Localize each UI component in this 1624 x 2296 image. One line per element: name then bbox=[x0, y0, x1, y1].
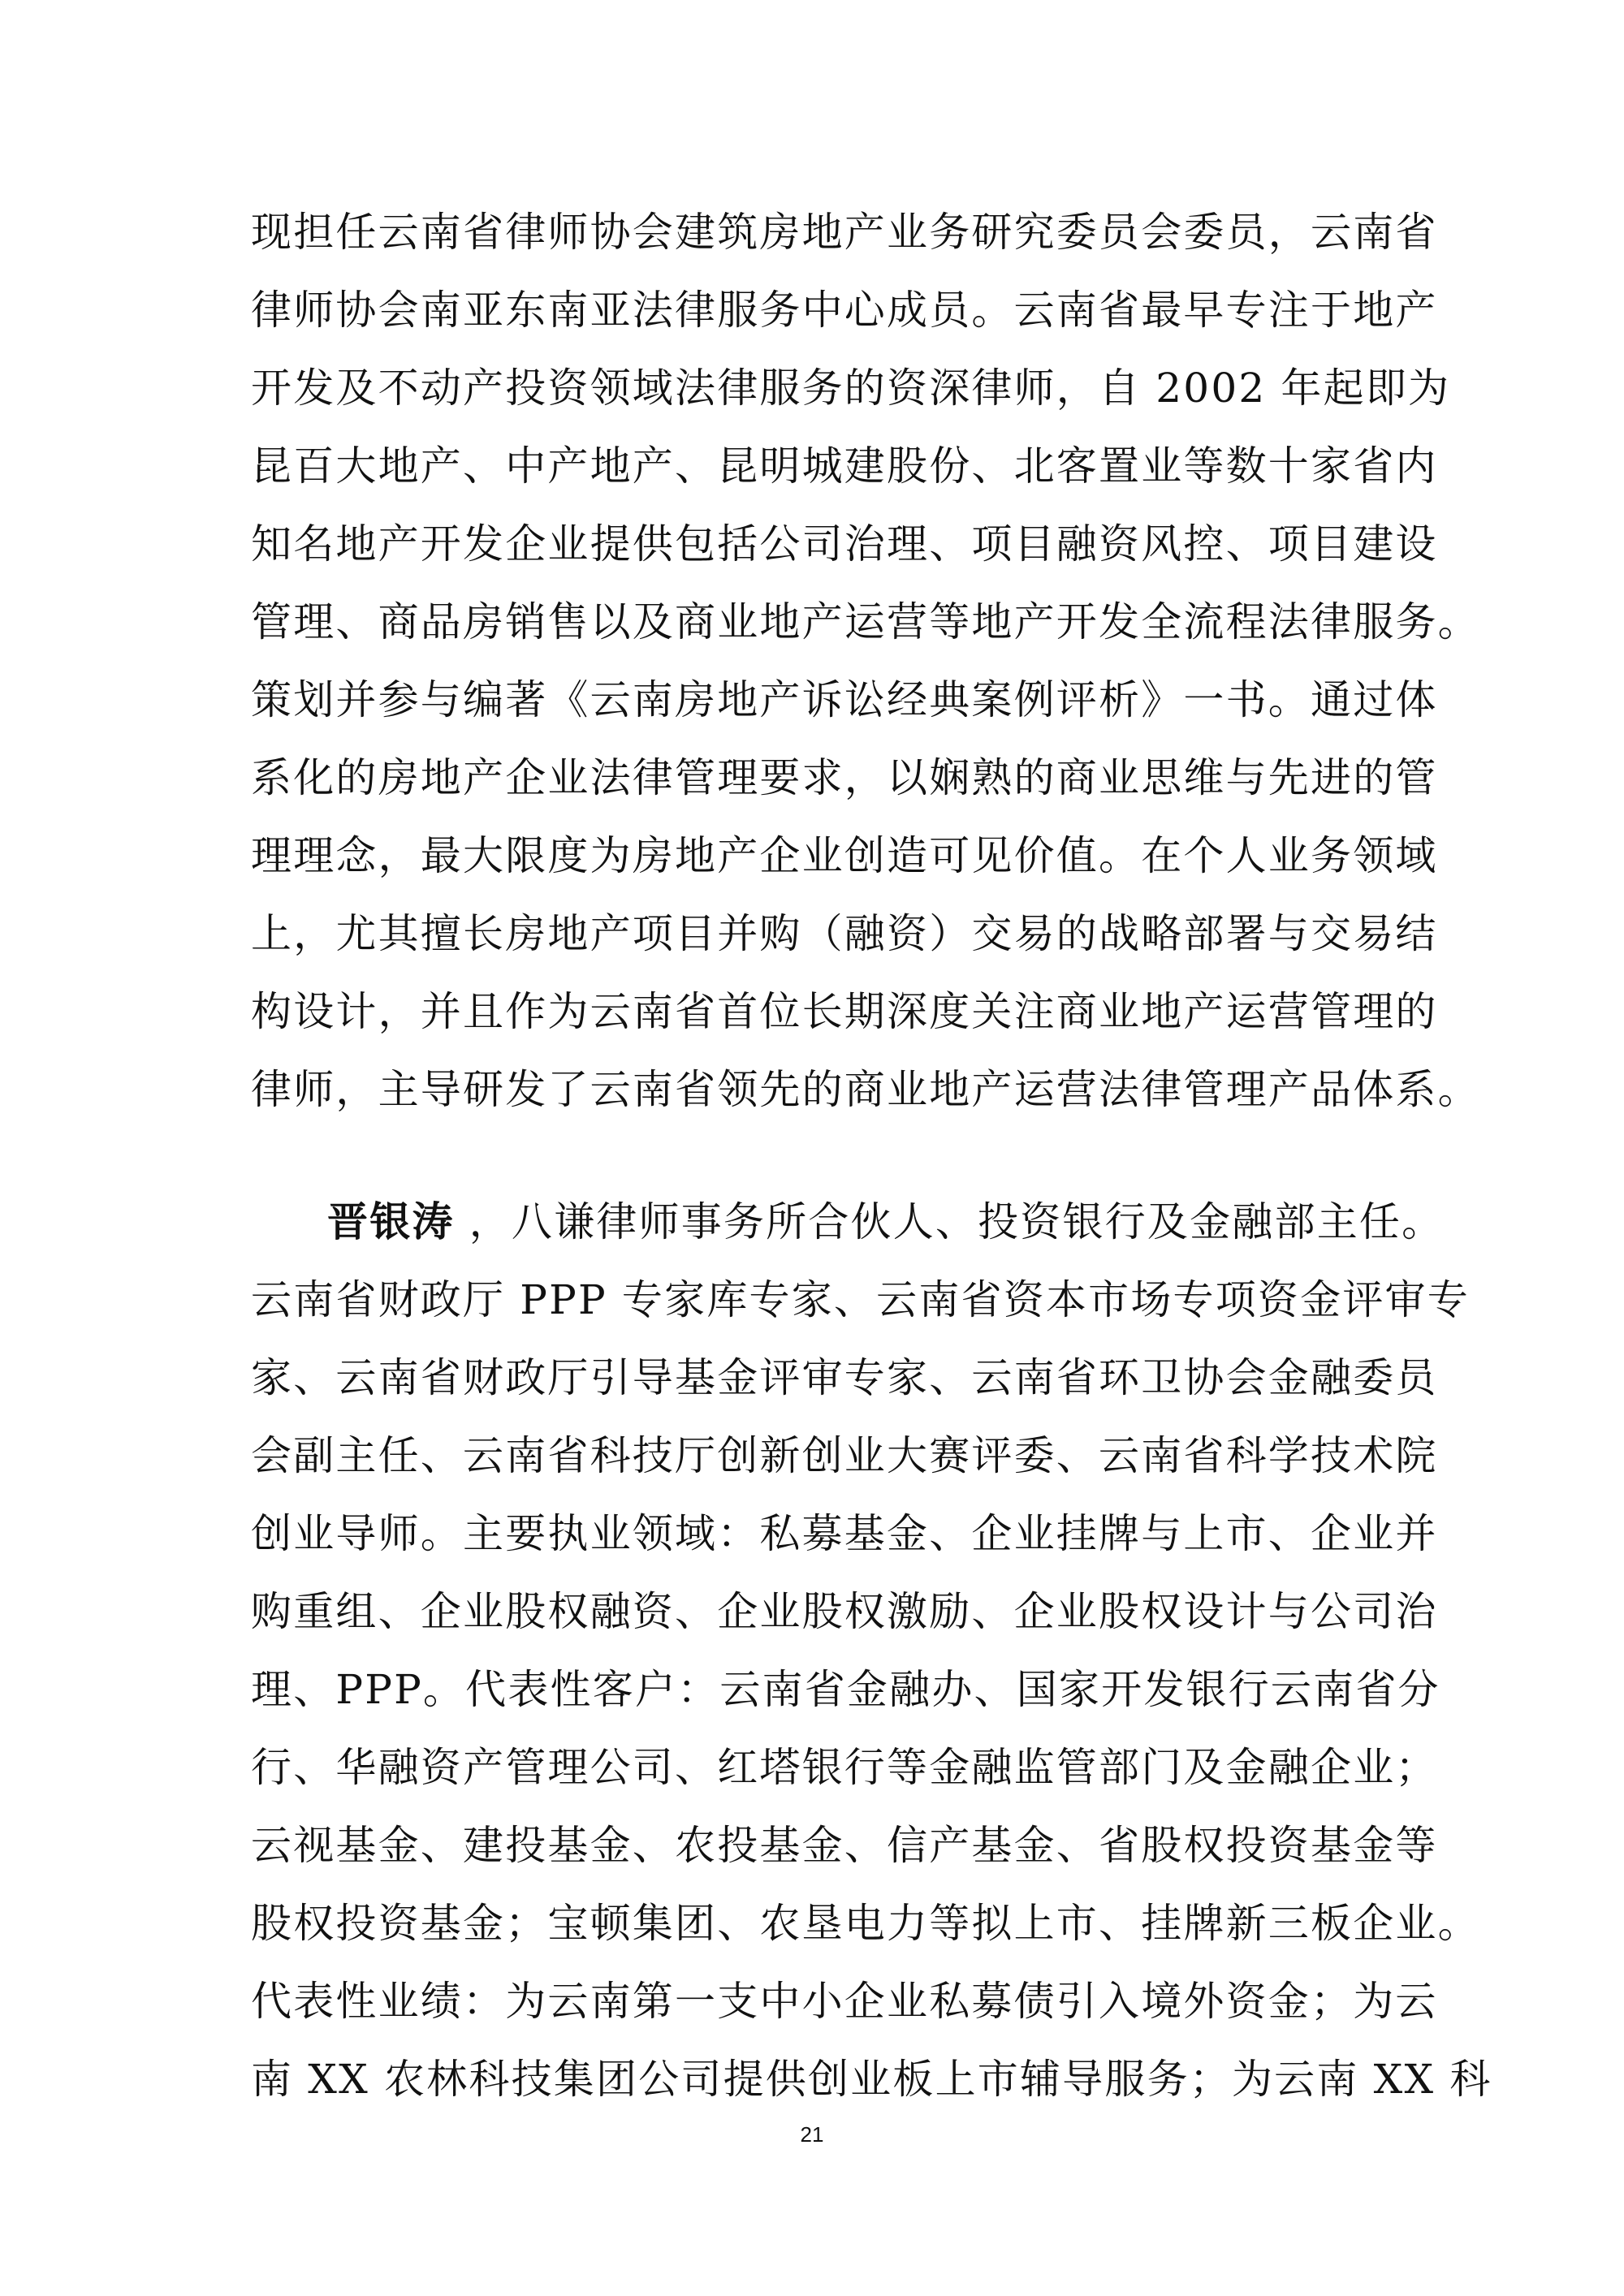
text-line: 律师，主导研发了云南省领先的商业地产运营法律管理产品体系。 bbox=[251, 1066, 1480, 1113]
text-line: 南 XX 农林科技集团公司提供创业板上市辅导服务；为云南 XX 科 bbox=[251, 2056, 1492, 2103]
text-line: 策划并参与编著《云南房地产诉讼经典案例评析》一书。通过体 bbox=[251, 676, 1438, 723]
text-line: 云南省财政厅 PPP 专家库专家、云南省资本市场专项资金评审专 bbox=[251, 1276, 1470, 1323]
page-number: 21 bbox=[800, 2122, 824, 2147]
text-line: 知名地产开发企业提供包括公司治理、项目融资风控、项目建设 bbox=[251, 520, 1438, 568]
text-line: 开发及不动产投资领域法律服务的资深律师，自 2002 年起即为 bbox=[251, 365, 1451, 412]
person-name: 晋银涛 bbox=[327, 1198, 455, 1245]
text-line: 创业导师。主要执业领域：私募基金、企业挂牌与上市、企业并 bbox=[251, 1510, 1438, 1557]
text-line: 理理念，最大限度为房地产企业创造可见价值。在个人业务领域 bbox=[251, 832, 1438, 879]
text-line: 会副主任、云南省科技厅创新创业大赛评委、云南省科学技术院 bbox=[251, 1432, 1438, 1479]
text-line: 现担任云南省律师协会建筑房地产业务研究委员会委员，云南省 bbox=[251, 209, 1438, 256]
text-line: 理、PPP。代表性客户：云南省金融办、国家开发银行云南省分 bbox=[251, 1666, 1440, 1713]
text-line: 云视基金、建投基金、农投基金、信产基金、省股权投资基金等 bbox=[251, 1822, 1438, 1869]
text-line: 代表性业绩：为云南第一支中小企业私募债引入境外资金；为云 bbox=[251, 1978, 1438, 2025]
text-line-first bbox=[327, 1198, 1444, 1246]
text-line: 家、云南省财政厅引导基金评审专家、云南省环卫协会金融委员 bbox=[251, 1354, 1438, 1401]
text-line: 昆百大地产、中产地产、昆明城建股份、北客置业等数十家省内 bbox=[251, 442, 1438, 490]
text-line: 购重组、企业股权融资、企业股权激励、企业股权设计与公司治 bbox=[251, 1588, 1438, 1635]
text-line: 行、华融资产管理公司、红塔银行等金融监管部门及金融企业； bbox=[251, 1744, 1438, 1791]
first-line-text: ，八谦律师事务所合伙人、投资银行及金融部主任。 bbox=[454, 1198, 1445, 1245]
text-line: 律师协会南亚东南亚法律服务中心成员。云南省最早专注于地产 bbox=[251, 287, 1438, 334]
text-line: 上，尤其擅长房地产项目并购（融资）交易的战略部署与交易结 bbox=[251, 910, 1438, 957]
text-line: 管理、商品房销售以及商业地产运营等地产开发全流程法律服务。 bbox=[251, 598, 1480, 645]
text-line: 构设计，并且作为云南省首位长期深度关注商业地产运营管理的 bbox=[251, 988, 1438, 1035]
text-line: 系化的房地产企业法律管理要求，以娴熟的商业思维与先进的管 bbox=[251, 754, 1438, 801]
text-line: 股权投资基金；宝顿集团、农垦电力等拟上市、挂牌新三板企业。 bbox=[251, 1900, 1480, 1947]
